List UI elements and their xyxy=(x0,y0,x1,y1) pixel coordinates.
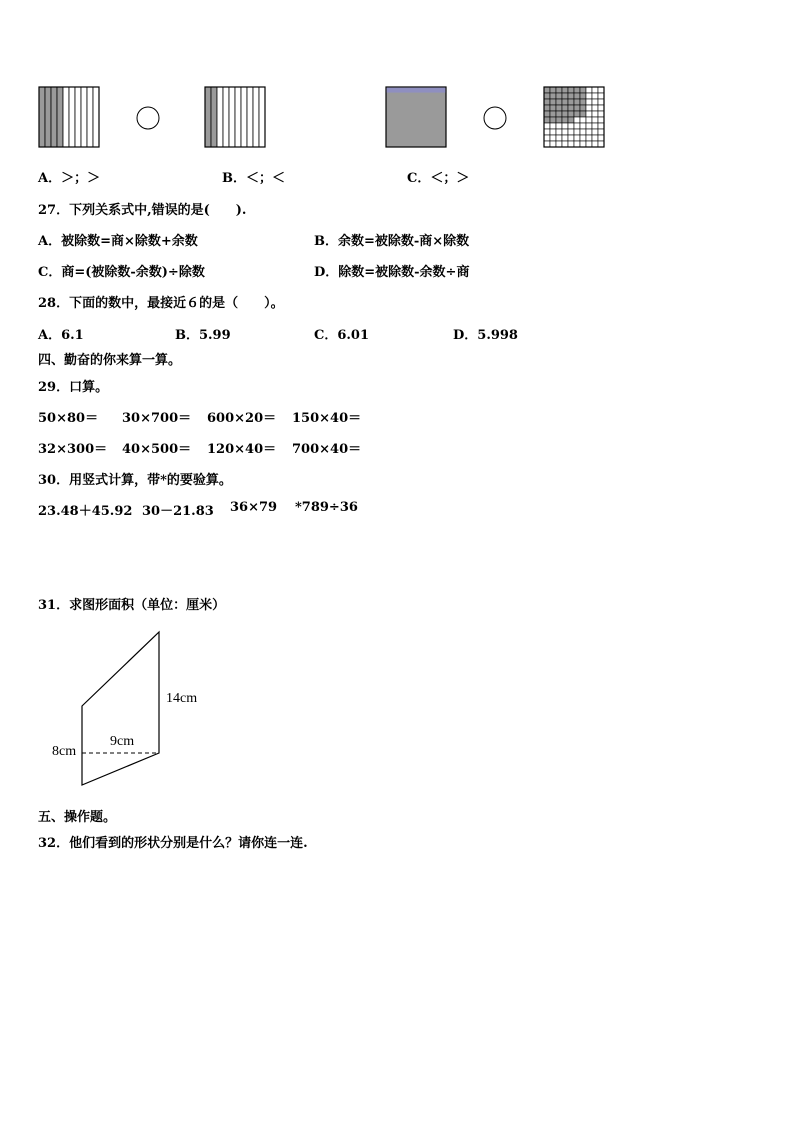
hundred-grid-figure xyxy=(543,86,605,148)
grid-cell xyxy=(598,117,604,123)
grid-cell xyxy=(586,93,592,99)
grid-cell xyxy=(550,141,556,147)
shaded-cell xyxy=(562,99,568,105)
grid-cell xyxy=(598,93,604,99)
q29-item: 30×700＝ xyxy=(122,411,192,426)
shaded-cell xyxy=(568,93,574,99)
grid-cell xyxy=(598,129,604,135)
grid-cell xyxy=(586,99,592,105)
grid-cell xyxy=(562,123,568,129)
grid-cell xyxy=(580,117,586,123)
shaded-cell xyxy=(544,99,550,105)
q29-item: 150×40＝ xyxy=(292,411,362,426)
shaded-cell xyxy=(574,99,580,105)
shaded-cell xyxy=(562,87,568,93)
q29-item: 40×500＝ xyxy=(122,442,192,457)
grid-cell xyxy=(574,123,580,129)
grid-cell xyxy=(544,135,550,141)
grid-cell xyxy=(586,141,592,147)
shaded-cell xyxy=(556,93,562,99)
strip xyxy=(87,87,93,147)
grid-cell xyxy=(544,123,550,129)
shaded-cell xyxy=(544,111,550,117)
shaded-cell xyxy=(550,93,556,99)
q26-option-b[interactable]: B．＜；＜ xyxy=(222,171,285,186)
grid-cell xyxy=(568,129,574,135)
shaded-cell xyxy=(550,87,556,93)
trapezoid-figure xyxy=(40,625,240,795)
strip xyxy=(217,87,223,147)
grid-cell xyxy=(556,141,562,147)
strip xyxy=(93,87,99,147)
grid-cell xyxy=(574,135,580,141)
grid-cell xyxy=(592,87,598,93)
shaded-cell xyxy=(556,87,562,93)
q29-item: 700×40＝ xyxy=(292,442,362,457)
strip xyxy=(241,87,247,147)
grid-cell xyxy=(592,93,598,99)
shaded-square xyxy=(386,87,446,147)
shaded-cell xyxy=(550,111,556,117)
grid-cell xyxy=(550,135,556,141)
shaded-cell xyxy=(568,117,574,123)
shaded-cell xyxy=(556,117,562,123)
strip xyxy=(253,87,259,147)
compare-circle-1[interactable] xyxy=(136,106,162,132)
shaded-cell xyxy=(562,105,568,111)
q29-stem: 29．口算。 xyxy=(38,380,109,395)
shaded-cell xyxy=(544,105,550,111)
q28-option-c[interactable]: C．6.01 xyxy=(314,328,370,343)
grid-cell xyxy=(574,141,580,147)
shaded-cell xyxy=(580,93,586,99)
grid-cell xyxy=(550,123,556,129)
shaded-strip xyxy=(205,87,211,147)
shaded-cell xyxy=(556,111,562,117)
grid-cell xyxy=(544,141,550,147)
q30-item: 30－21.83 xyxy=(142,504,214,519)
grid-cell xyxy=(586,129,592,135)
shaded-cell xyxy=(562,93,568,99)
grid-cell xyxy=(592,105,598,111)
grid-cell xyxy=(586,105,592,111)
q30-item: 23.48＋45.92 xyxy=(38,504,133,519)
strip xyxy=(223,87,229,147)
grid-cell xyxy=(580,141,586,147)
grid-cell xyxy=(556,123,562,129)
shaded-cell xyxy=(544,87,550,93)
shaded-strip xyxy=(57,87,63,147)
grid-cell xyxy=(592,141,598,147)
q29-item: 50×80＝ xyxy=(38,411,99,426)
q30-stem: 30．用竖式计算，带*的要验算。 xyxy=(38,473,232,488)
strip xyxy=(229,87,235,147)
grid-cell xyxy=(586,135,592,141)
shaded-cell xyxy=(580,105,586,111)
grid-cell xyxy=(592,111,598,117)
section-5-heading: 五、操作题。 xyxy=(38,810,117,825)
grid-cell xyxy=(586,123,592,129)
shaded-cell xyxy=(568,99,574,105)
shaded-strip xyxy=(45,87,51,147)
shaded-cell xyxy=(574,87,580,93)
q27-option-b[interactable]: B．余数=被除数-商×除数 xyxy=(314,234,470,249)
grid-cell xyxy=(580,123,586,129)
grid-cell xyxy=(544,129,550,135)
q31-stem: 31．求图形面积（单位：厘米） xyxy=(38,598,226,613)
grid-cell xyxy=(562,129,568,135)
grid-cell xyxy=(598,135,604,141)
square-top-tint xyxy=(387,88,446,93)
grid-cell xyxy=(598,141,604,147)
shaded-cell xyxy=(568,87,574,93)
shaded-cell xyxy=(550,99,556,105)
grid-cell xyxy=(556,129,562,135)
grid-cell xyxy=(592,99,598,105)
grid-cell xyxy=(574,117,580,123)
shaded-cell xyxy=(544,117,550,123)
grid-cell xyxy=(550,129,556,135)
shaded-cell xyxy=(562,117,568,123)
shaded-cell xyxy=(568,105,574,111)
shaded-cell xyxy=(574,111,580,117)
strip xyxy=(81,87,87,147)
shaded-cell xyxy=(568,111,574,117)
shaded-cell xyxy=(544,93,550,99)
q28-option-b[interactable]: B．5.99 xyxy=(175,328,231,343)
grid-cell xyxy=(598,123,604,129)
fraction-strips-figure-2 xyxy=(204,86,266,148)
shaded-strip xyxy=(51,87,57,147)
shaded-cell xyxy=(556,99,562,105)
strip xyxy=(247,87,253,147)
grid-cell xyxy=(580,135,586,141)
grid-cell xyxy=(598,87,604,93)
section-4-heading: 四、勤奋的你来算一算。 xyxy=(38,353,182,368)
grid-cell xyxy=(592,117,598,123)
grid-cell xyxy=(592,129,598,135)
q28-stem: 28．下面的数中，最接近６的是（ ）。 xyxy=(38,296,284,311)
shaded-cell xyxy=(562,111,568,117)
q27-stem: 27．下列关系式中,错误的是( ). xyxy=(38,203,247,218)
label-left-side: 8cm xyxy=(52,744,77,759)
strip xyxy=(75,87,81,147)
shaded-cell xyxy=(574,105,580,111)
grid-cell xyxy=(562,141,568,147)
strip xyxy=(235,87,241,147)
strip xyxy=(259,87,265,147)
q29-item: 32×300＝ xyxy=(38,442,108,457)
grid-cell xyxy=(586,117,592,123)
shaded-strip xyxy=(39,87,45,147)
grid-cell xyxy=(592,123,598,129)
label-right-side: 14cm xyxy=(166,691,198,706)
shaded-square-figure xyxy=(385,86,447,148)
grid-cell xyxy=(556,135,562,141)
strip xyxy=(69,87,75,147)
q29-item: 120×40＝ xyxy=(207,442,277,457)
q32-stem: 32．他们看到的形状分别是什么？请你连一连. xyxy=(38,836,308,851)
grid-cell xyxy=(592,135,598,141)
q26-option-a[interactable]: A．＞；＞ xyxy=(38,171,101,186)
fraction-strips-figure-1 xyxy=(38,86,102,148)
q27-option-c[interactable]: C．商=(被除数-余数)÷除数 xyxy=(38,265,205,280)
q28-option-d[interactable]: D．5.998 xyxy=(453,328,518,343)
grid-cell xyxy=(586,111,592,117)
compare-circle-2[interactable] xyxy=(483,106,509,132)
grid-cell xyxy=(568,141,574,147)
shaded-cell xyxy=(580,87,586,93)
shaded-cell xyxy=(556,105,562,111)
q29-item: 600×20＝ xyxy=(207,411,277,426)
q30-item: *789÷36 xyxy=(295,500,358,515)
q26-option-c[interactable]: C．＜；＞ xyxy=(407,171,470,186)
q30-item: 36×79 xyxy=(230,500,278,515)
q28-option-a[interactable]: A．6.1 xyxy=(38,328,84,343)
shaded-cell xyxy=(550,105,556,111)
grid-cell xyxy=(586,87,592,93)
grid-cell xyxy=(568,135,574,141)
grid-cell xyxy=(580,129,586,135)
shaded-strip xyxy=(211,87,217,147)
strip xyxy=(63,87,69,147)
grid-cell xyxy=(568,123,574,129)
grid-cell xyxy=(562,135,568,141)
q27-option-d[interactable]: D．除数=被除数-余数÷商 xyxy=(314,265,470,280)
label-height: 9cm xyxy=(110,734,135,749)
grid-cell xyxy=(598,99,604,105)
shaded-cell xyxy=(550,117,556,123)
grid-cell xyxy=(598,111,604,117)
grid-cell xyxy=(598,105,604,111)
shaded-cell xyxy=(574,93,580,99)
shaded-cell xyxy=(580,99,586,105)
q27-option-a[interactable]: A．被除数=商×除数+余数 xyxy=(38,234,198,249)
grid-cell xyxy=(574,129,580,135)
trapezoid-shape xyxy=(82,632,159,785)
shaded-cell xyxy=(580,111,586,117)
